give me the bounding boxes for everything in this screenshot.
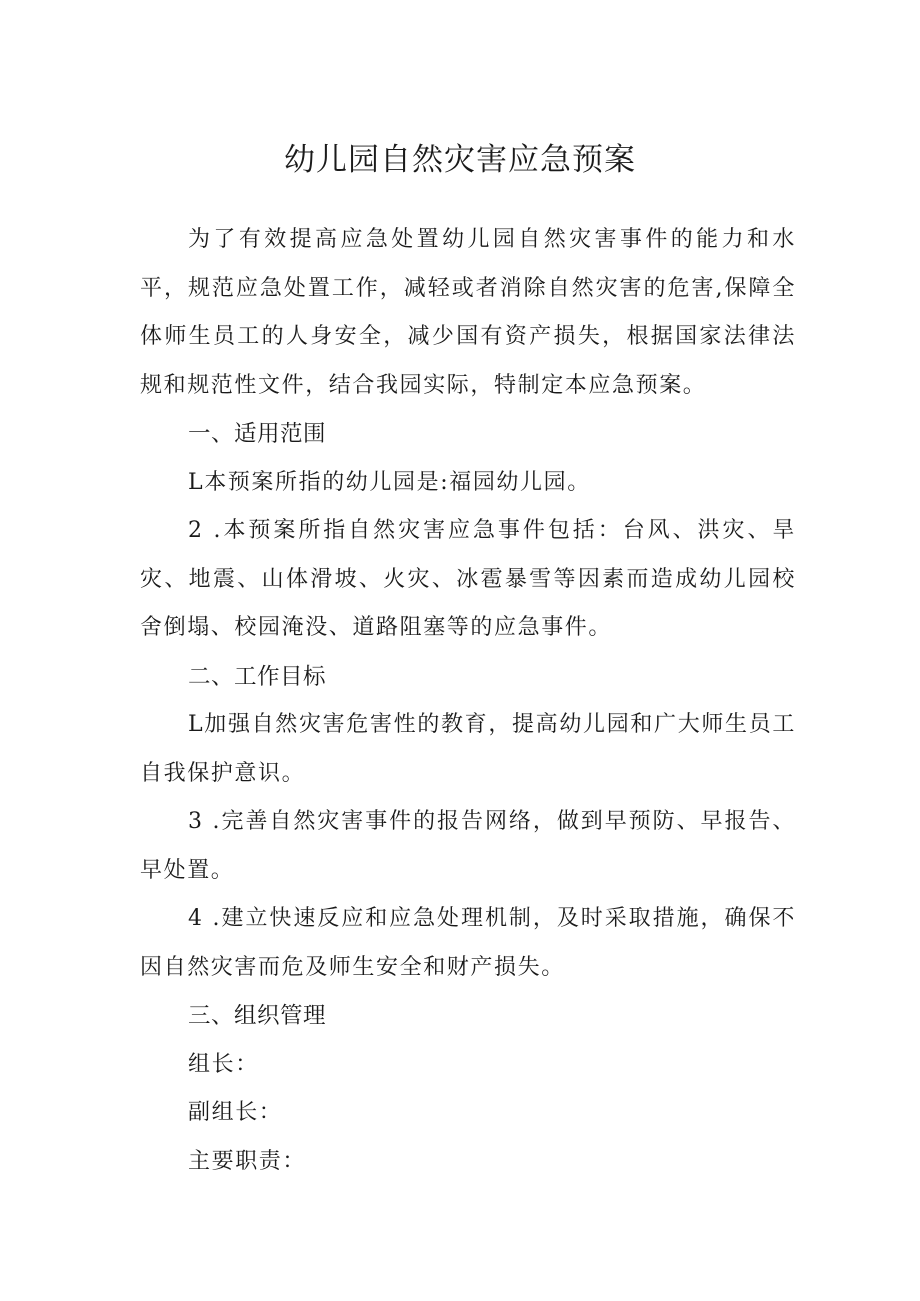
document-title: 幼儿园自然灾害应急预案	[284, 142, 636, 178]
intro-paragraph: 为了有效提高应急处置幼儿园自然灾害事件的能力和水平，规范应急处置工作，减轻或者消除自然灾害的危害,保障全体师生员工的人身安全，减少国有资产损失，根据国家法律法规和规范性文件，结合我园实际，特制定本应急预案。	[140, 227, 796, 398]
section-heading-scope: 一、适用范围	[188, 421, 327, 447]
org-leader-line: 组长：	[188, 1051, 259, 1077]
scope-item-1: L本预案所指的幼儿园是:福园幼儿园。	[188, 469, 591, 495]
org-duties-line: 主要职责：	[188, 1148, 307, 1174]
section-heading-goals: 二、工作目标	[188, 663, 327, 690]
document-body	[140, 216, 796, 1186]
goals-item-1: L加强自然灾害危害性的教育，提高幼儿园和广大师生员工自我保护意识。	[140, 712, 796, 786]
scope-item-2: 2 .本预案所指自然灾害应急事件包括：台风、洪灾、旱灾、地震、山体滑坡、火灾、冰雹暴雪等因素而造成幼儿园校舍倒塌、校园淹没、道路阻塞等的应急事件。	[140, 518, 796, 640]
goals-item-3: 4 .建立快速反应和应急处理机制，及时采取措施，确保不因自然灾害而危及师生安全和财产损失。	[140, 906, 796, 980]
goals-item-2: 3 .完善自然灾害事件的报告网络，做到早预防、早报告、早处置。	[140, 809, 796, 883]
org-deputy-leader-line: 副组长：	[188, 1100, 283, 1125]
section-heading-organization: 三、组织管理	[188, 1003, 327, 1029]
